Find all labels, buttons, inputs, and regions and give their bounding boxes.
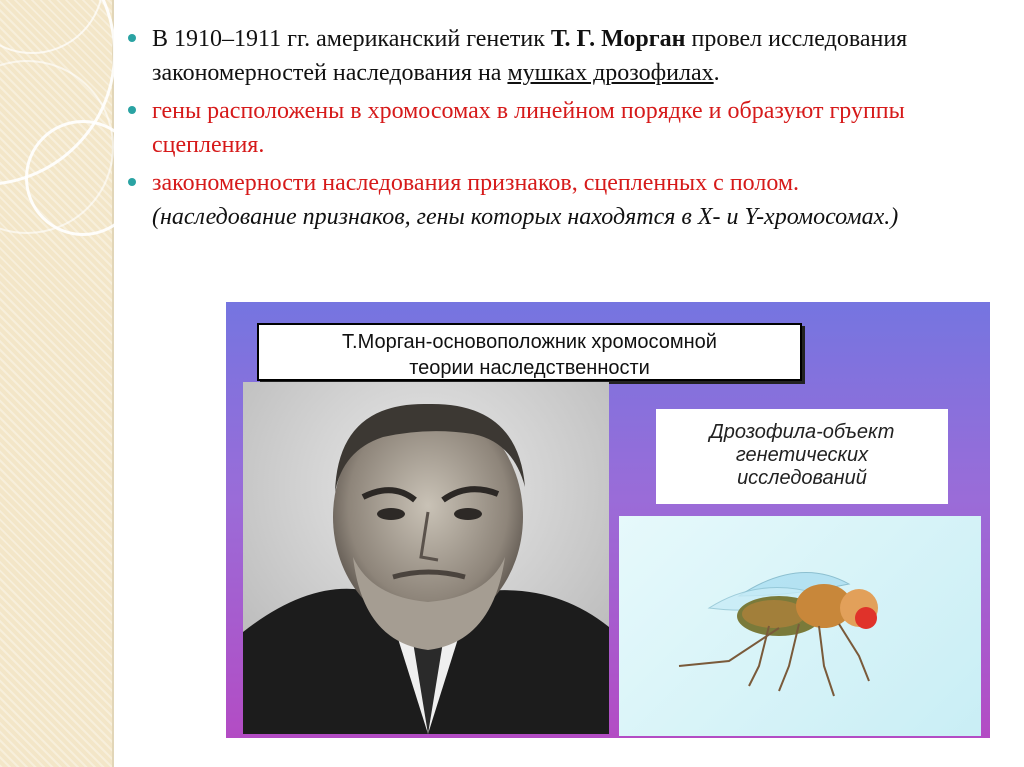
bullet-2-text: гены расположены в хромосомах в линейном порядке и образуют группы сцепления. [152,98,905,158]
bullet-dot-icon [128,34,136,42]
panel-title-line-2: теории наследственности [409,357,650,379]
illustration-panel [226,302,990,738]
bullet-1-underlined: мушках дрозофилах [507,60,714,86]
bullet-3-italic-note: (наследование признаков, гены которых находятся в X- и Y-хромосомах.) [152,204,899,230]
bullet-item-3 [122,166,1012,234]
bullet-3-text: закономерности наследования признаков, сцепленных с полом. [152,170,800,196]
portrait-illustration [243,382,609,734]
drosophila-fly-image [619,516,981,736]
morgan-portrait-image [243,382,609,734]
bullet-item-1 [122,22,1012,90]
panel-title-box [257,323,802,381]
bullet-1-text-before: В 1910–1911 гг. американский генетик [152,26,551,52]
panel-title-line-1: Т.Морган-основоположник хромосомной [342,331,717,353]
bullet-1-bold-name: Т. Г. Морган [550,26,686,52]
bullet-item-2 [122,94,1012,162]
bullet-1-text-after: . [713,60,720,86]
decorative-side-band [0,0,114,767]
drosophila-caption-box [656,409,948,504]
bullet-dot-icon [128,178,136,186]
bullet-1-text-mid: провел исследования закономерностей наследования на [152,26,908,86]
fly-illustration [619,516,981,736]
caption-line-2: генетических [735,444,869,466]
caption-line-1: Дрозофила-объект [709,421,895,443]
caption-line-3: исследований [737,467,867,489]
bullet-list [122,22,1012,238]
bullet-dot-icon [128,106,136,114]
